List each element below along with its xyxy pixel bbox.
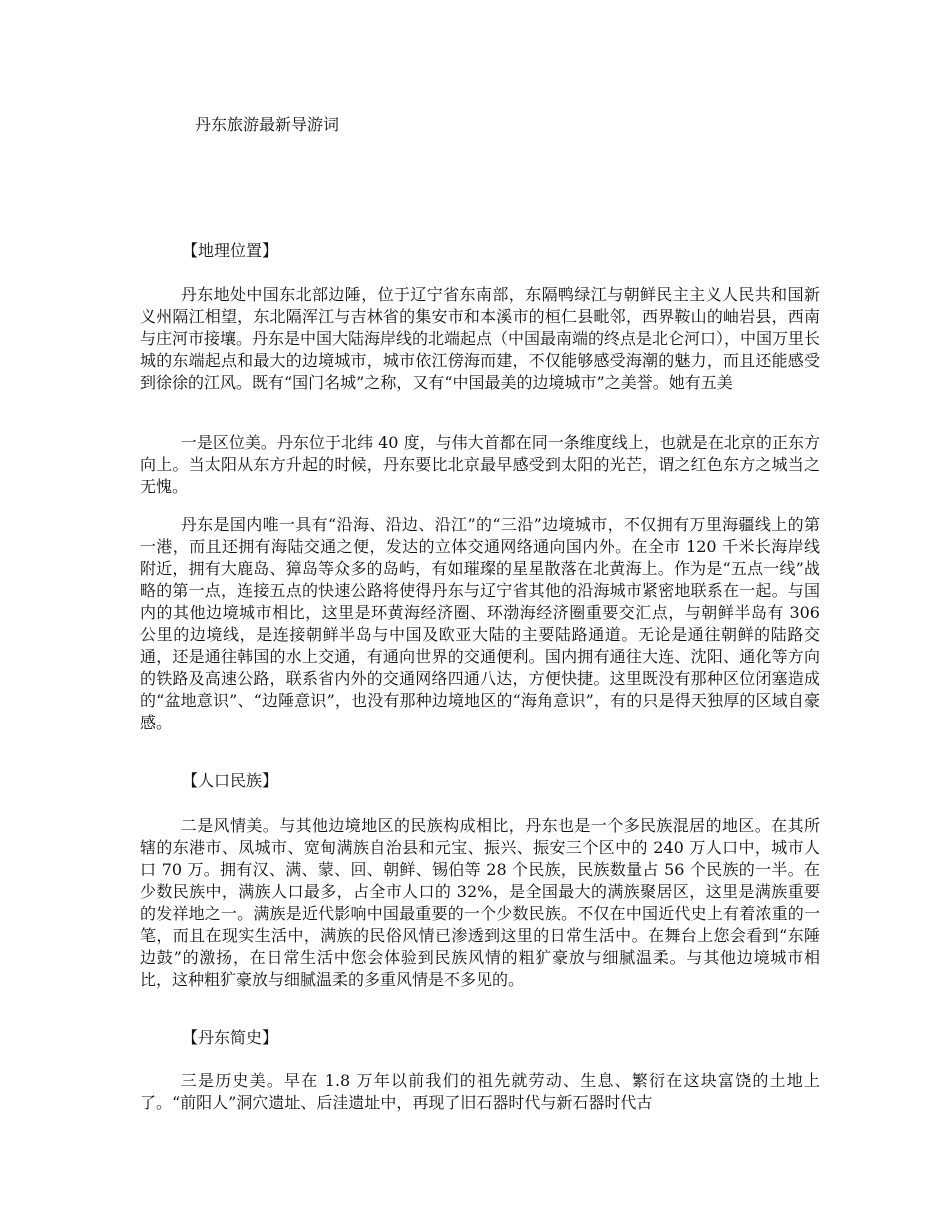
paragraph-text: 丹东地处中国东北部边陲，位于辽宁省东南部，东隔鸭绿江与朝鲜民主主义人民共和国新义州隔江相望，东北隔浑江与吉林省的集安市和本溪市的桓仁县毗邻，西界鞍山的岫岩县，西南与庄河市接壤。丹东是中国大陆海岸线的北端起点（中国最南端的终点是北仑河口），中国万里长城的东端起点和最大的边境城市，城市依江傍海而建，不仅能够感受海潮的魅力，而且还能感受到徐徐的江风。既有“国门名城”之称，又有“中国最美的边境城市”之美誉。她有五美 (140, 285, 821, 392)
paragraph-transport (140, 514, 820, 734)
paragraph-text: 二是风情美。与其他边境地区的民族构成相比，丹东也是一个多民族混居的地区。在其所辖的东港市、凤城市、宽甸满族自治县和元宝、振兴、振安三个区中的 240 万人口中，城市人口 70 万。拥有汉、满、蒙、回、朝鲜、锡伯等 28 个民族，民族数量占 56 个民族的一半。在少数民族中，满族人口最多，占全市人口的 32%，是全国最大的满族聚居区，这里是满族重要的发祥地之一。满族是近代影响中国最重要的一个少数民族。不仅在中国近代史上有着浓重的一笔，而且在现实生活中，满族的民俗风情已渗透到这里的日常生活中。在舞台上您会看到“东陲边鼓”的激扬，在日常生活中您会体验到民族风情的粗犷豪放与细腻温柔。与其他边境城市相比，这种粗犷豪放与细腻温柔的多重风情是不多见的。 (140, 816, 820, 989)
paragraph-text: 三是历史美。早在 1.8 万年以前我们的祖先就劳动、生息、繁衍在这块富饶的土地上了。“前阳人”洞穴遗址、后洼遗址中，再现了旧石器时代与新石器时代古 (140, 1071, 820, 1112)
paragraph-text: 一是区位美。丹东位于北纬 40 度，与伟大首都在同一条维度线上，也就是在北京的正东方向上。当太阳从东方升起的时候，丹东要比北京最早感受到太阳的光芒，谓之红色东方之城当之无愧。 (140, 433, 820, 496)
paragraph-population (140, 815, 820, 991)
paragraph-history (140, 1070, 820, 1114)
document-title: 丹东旅游最新导游词 (195, 115, 340, 134)
paragraph-geography (140, 284, 820, 394)
paragraph-text: 丹东是国内唯一具有“沿海、沿边、沿江”的“三沿”边境城市，不仅拥有万里海疆线上的第一港，而且还拥有海陆交通之便，发达的立体交通网络通向国内外。在全市 120 千米长海岸线附近，拥有大鹿岛、獐岛等众多的岛屿，有如璀璨的星星散落在北黄海上。作为是“五点一线”战略的第一点，连接五点的快速公路将使得丹东与辽宁省其他的沿海城市紧密地联系在一起。与国内的其他边境城市相比，这里是环黄海经济圈、环渤海经济圈重要交汇点，与朝鲜半岛有 306 公里的边境线，是连接朝鲜半岛与中国及欧亚大陆的主要陆路通道。无论是通往朝鲜的陆路交通，还是通往韩国的水上交通，有通向世界的交通便利。国内拥有通往大连、沈阳、通化等方向的铁路及高速公路，联系省内外的交通网络四通八达，方便快捷。这里既没有那种区位闭塞造成的“盆地意识”、“边陲意识”，也没有那种边境地区的“海角意识”，有的只是得天独厚的区域自豪感。 (140, 515, 820, 732)
paragraph-location (140, 432, 820, 498)
section-heading-geography: 【地理位置】 (182, 241, 279, 260)
section-heading-history: 【丹东简史】 (182, 1028, 279, 1047)
section-heading-population: 【人口民族】 (182, 771, 279, 790)
